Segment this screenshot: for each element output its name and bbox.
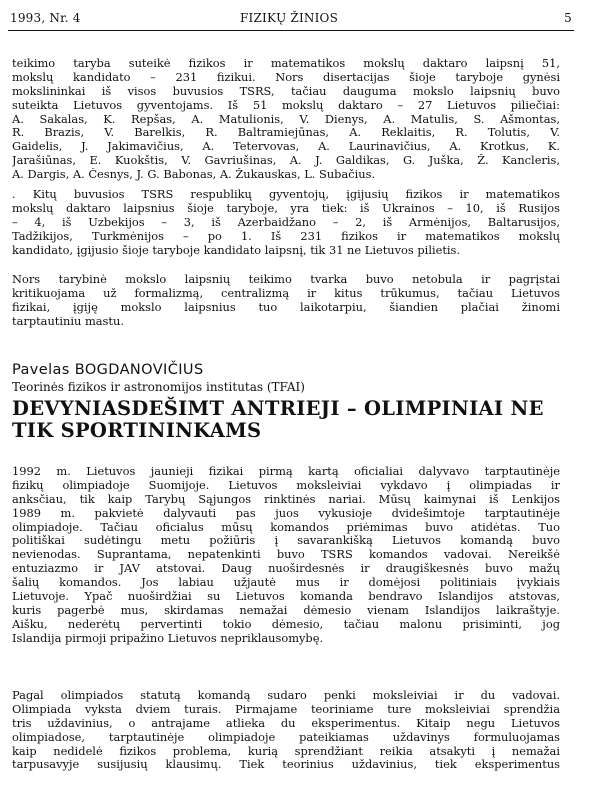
text-line: tarptautiniu mastu. (12, 314, 124, 328)
text-line: mokslininkai iš visos buvusios TSRS, tačiau dauguma mokslo laipsnių buvo (12, 84, 560, 98)
text-line: Pagal olimpiados statutą komandą sudaro penki moksleiviai ir du vadovai. (12, 689, 560, 702)
text-line: fizikai, įgiję mokslo laipsnius tuo laikotarpiu, šiandien plačiai žinomi (12, 300, 560, 314)
text-line: teikimo taryba suteikė fizikos ir matematikos mokslų daktaro laipsnį 51, (12, 57, 560, 70)
text-line: Islandija pirmoji pripažino Lietuvos nepriklausomybę. (12, 631, 324, 645)
text-line: anksčiau, tik kaip Tarybų Sąjungos rinktinės nariai. Mūsų kaimynai iš Lenkijos (12, 492, 560, 506)
text-line: Olimpiada vyksta dviem turais. Pirmajame teoriniame ture moksleiviai sprendžia (12, 702, 560, 716)
text-line: . Kitų buvusios TSRS respublikų gyventojų, įgijusių fizikos ir matematikos (12, 188, 560, 201)
text-line: 1992 m. Lietuvos jaunieji fizikai pirmą kartą oficialiai dalyvavo tarptautinėje (12, 465, 560, 478)
text-line: kaip nedidelė fizikos problema, kurią sprendžiant reikia atsakyti į nemažai (12, 744, 560, 758)
article-paragraph-2 (12, 689, 560, 772)
text-line: Nors tarybinė mokslo laipsnių teikimo tvarka buvo netobula ir pagrįstai (12, 273, 560, 286)
previous-article-paragraph-2 (12, 188, 560, 257)
text-line: tris uždavinius, o antrajame atlieka du eksperimentus. Kitaip negu Lietuvos (12, 716, 560, 730)
article-title-line: DEVYNIASDEŠIMT ANTRIEJI – OLIMPINIAI NE (12, 397, 544, 420)
previous-article-paragraph-1 (12, 57, 560, 182)
text-line: Aišku, nederėtų pervertinti tokio dėmesio, tačiau malonu prisiminti, jog (12, 617, 560, 631)
text-line: 1989 m. pakvietė dalyvauti pas juos vykusioje dvidešimtoje tarptautinėje (12, 506, 560, 520)
text-line: Gaidelis, J. Jakimavičius, A. Tetervovas, A. Laurinavičius, A. Krotkus, K. (12, 140, 560, 154)
text-line: kuris pagerbė mus, skirdamas nemažai dėmesio vienam Islandijos laikraštyje. (12, 603, 560, 617)
text-line: olimpiadoje. Tačiau oficialus mūsų komandos priėmimas buvo atidėtas. Tuo (12, 520, 560, 534)
previous-article-paragraph-3 (12, 273, 560, 329)
text-line: A. Dargis, A. Česnys, J. G. Babonas, A. Žukauskas, L. Subačius. (12, 168, 376, 182)
article-paragraph-1 (12, 465, 560, 646)
text-line: kandidato, įgijusio šioje taryboje kandidato laipsnį, tik 31 ne Lietuvos pilietis. (12, 243, 461, 257)
issue-label: 1993, Nr. 4 (10, 11, 81, 25)
text-line: fizikų olimpiadoje Suomijoje. Lietuvos moksleiviai vykdavo į olimpiadas ir (12, 478, 560, 492)
text-line: R. Brazis, V. Barelkis, R. Baltramiejūnas, A. Reklaitis, R. Tolutis, V. (12, 126, 560, 140)
article-title-line: TIK SPORTININKAMS (12, 419, 262, 442)
page-number: 5 (564, 11, 572, 25)
text-line: A. Sakalas, K. Repšas, A. Matulionis, V. Dienys, A. Matulis, S. Ašmontas, (12, 112, 560, 126)
running-header (8, 10, 574, 31)
text-line: – 4, iš Uzbekijos – 3, iš Azerbaidžano – 2, iš Armėnijos, Baltarusijos, (12, 215, 560, 229)
text-line: nevienodas. Suprantama, nepatenkinti buvo TSRS komandos vadovai. Nereikšė (12, 548, 560, 562)
article-title (12, 398, 572, 442)
text-line: politiškai sudėtingu metu požiūris į savarankišką Lietuvos komandą buvo (12, 534, 560, 548)
text-line: entuziazmo ir JAV atstovai. Daug nuoširdesnės ir draugiškesnės buvo mažų (12, 562, 560, 576)
author-institute: Teorinės fizikos ir astronomijos institutas (TFAI) (12, 380, 305, 394)
text-line: šalių komandos. Jos labiau užjautė mus ir domėjosi politiniais įvykiais (12, 576, 560, 590)
text-line: Jarašiūnas, E. Kuokštis, V. Gavriušinas, A. J. Galdikas, G. Juška, Ž. Kancleris, (12, 154, 560, 168)
text-line: kritikuojama už formalizmą, centralizmą ir kitus trūkumus, tačiau Lietuvos (12, 286, 560, 300)
article-author: Pavelas BOGDANOVIČIUS (12, 362, 204, 378)
text-line: Lietuvoje. Ypač nuoširdžiai su Lietuvos komanda bendravo Islandijos atstovas, (12, 590, 560, 604)
text-line: mokslų daktaro laipsnius šioje taryboje, yra tiek: iš Ukrainos – 10, iš Rusijos (12, 201, 560, 215)
text-line: olimpiadose, tarptautinėje olimpiadoje pateikiamas uždavinys formuluojamas (12, 730, 560, 744)
text-line: suteikta Lietuvos gyventojams. Iš 51 mokslų daktaro – 27 Lietuvos piliečiai: (12, 98, 560, 112)
text-line: mokslų kandidato – 231 fizikui. Nors disertacijas šioje taryboje gynėsi (12, 70, 560, 84)
journal-title: FIZIKŲ ŽINIOS (240, 11, 339, 25)
text-line: Tadžikijos, Turkmėnijos – po 1. Iš 231 fizikos ir matematikos mokslų (12, 229, 560, 243)
text-line: tarpusavyje susijusių klausimų. Tiek teorinius uždavinius, tiek eksperimentus (12, 758, 560, 772)
